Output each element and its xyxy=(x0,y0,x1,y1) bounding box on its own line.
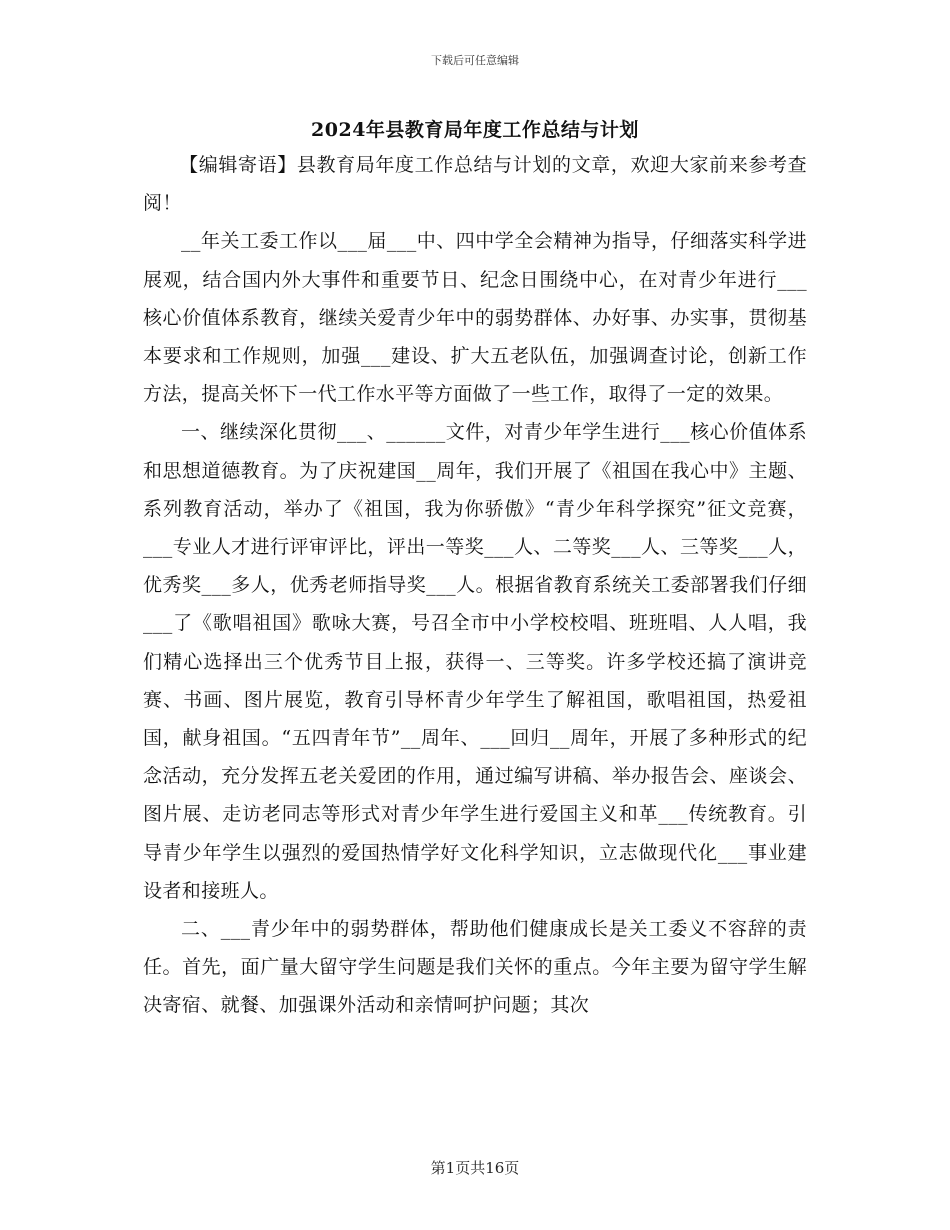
document-title: 2024年县教育局年度工作总结与计划 xyxy=(311,119,639,141)
intro-paragraph: __年关工委工作以___届___中、四中学全会精神为指导，仔细落实科学进展观，结合国内外大事件和重要节日、纪念日围绕中心，在对青少年进行___核心价值体系教育，继续关爱青少年中的弱势群体、办好事、办实事，贯彻基本要求和工作规则，加强___建设、扩大五老队伍，加强调查讨论，创新工作方法，提高关怀下一代工作水平等方面做了一些工作，取得了一定的效果。 xyxy=(143,230,807,406)
section-one-paragraph: 一、继续深化贯彻___、______文件，对青少年学生进行___核心价值体系和思想道德教育。为了庆祝建国__周年，我们开展了《祖国在我心中》主题、系列教育活动，举办了《祖国，我为你骄傲》“青少年科学探究”征文竞赛，___专业人才进行评审评比，评出一等奖___人、二等奖___人、三等奖___人，优秀奖___多人，优秀老师指导奖___人。根据省教育系统关工委部署我们仔细___了《歌唱祖国》歌咏大赛，号召全市中小学校校唱、班班唱、人人唱，我们精心选择出三个优秀节目上报，获得一、三等奖。许多学校还搞了演讲竞赛、书画、图片展览，教育引导杯青少年学生了解祖国，歌唱祖国，热爱祖国，献身祖国。“五四青年节”__周年、___回归__周年，开展了多种形式的纪念活动，充分发挥五老关爱团的作用，通过编写讲稿、举办报告会、座谈会、图片展、走访老同志等形式对青少年学生进行爱国主义和革___传统教育。引导青少年学生以强烈的爱国热情学好文化科学知识，立志做现代化___事业建设者和接班人。 xyxy=(143,421,807,902)
section-two-paragraph: 二、___青少年中的弱势群体，帮助他们健康成长是关工委义不容辞的责任。首先，面广量大留守学生问题是我们关怀的重点。今年主要为留守学生解决寄宿、就餐、加强课外活动和亲情呵护问题；其次 xyxy=(143,918,807,1017)
document-body xyxy=(143,146,807,1025)
page-number-footer: 第1页共16页 xyxy=(430,1159,520,1177)
page-header-note: 下载后可任意编辑 xyxy=(431,54,519,67)
editor-note-paragraph: 【编辑寄语】县教育局年度工作总结与计划的文章，欢迎大家前来参考查阅！ xyxy=(143,154,807,215)
